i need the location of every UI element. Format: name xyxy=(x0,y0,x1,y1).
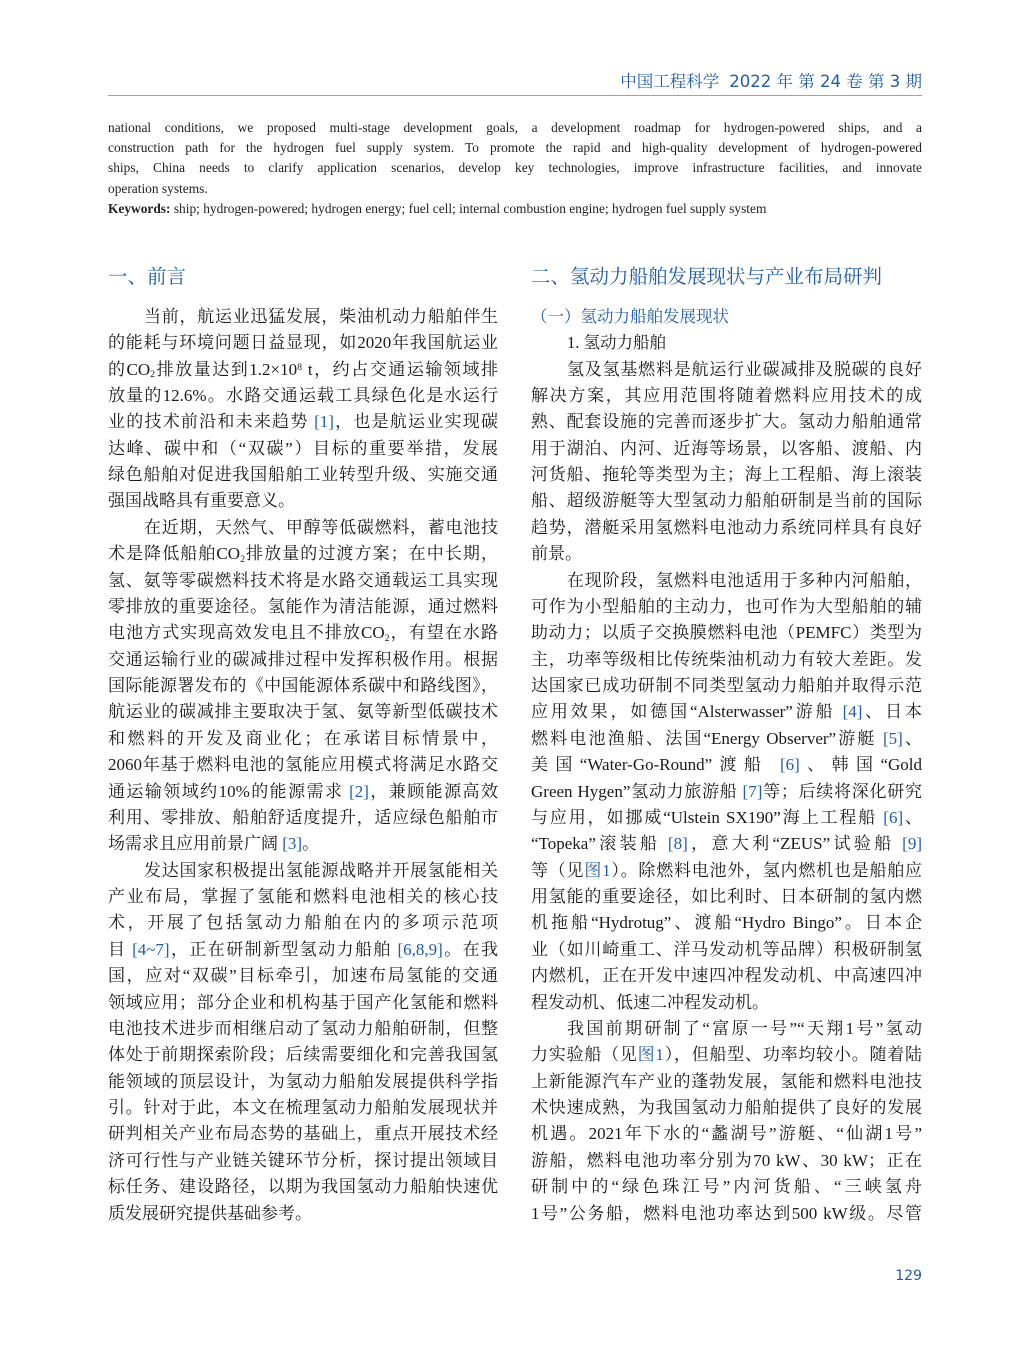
text-line xyxy=(108,779,498,805)
text-run: 、日本 xyxy=(862,702,922,722)
subscript: 2 xyxy=(384,633,390,645)
text-run: 目 xyxy=(108,939,133,959)
text-run: t，约占交通运输领域排 xyxy=(302,359,498,379)
text-line: 术快速成熟，为我国氢动力船舶提供了良好的发展 xyxy=(531,1098,922,1118)
text-line: 解决方案，其应用范围将随着燃料应用技术的成 xyxy=(531,385,922,405)
text-line: 可作为小型船舶的主动力，也可作为大型船舶的辅 xyxy=(531,596,922,616)
figure-reference-link[interactable]: 图1 xyxy=(584,860,611,880)
text-run: ，有望在水路 xyxy=(389,623,498,643)
text-line: 和燃料的开发及商业化；在承诺目标情景中， xyxy=(108,728,498,748)
page-number: 129 xyxy=(895,1268,922,1284)
text-run: 应用效果，如德国“Alsterwasser”游船 xyxy=(531,702,843,722)
text-run: 燃料电池渔船、法国“Energy Observer”游艇 xyxy=(531,728,883,748)
text-line: 国，应对“双碳”目标牵引，加速布局氢能的交通 xyxy=(108,966,498,986)
text-line: 质发展研究提供基础参考。 xyxy=(108,1203,312,1223)
text-line: 趋势，潜艇采用氢燃料电池动力系统同样具有良好 xyxy=(531,517,922,537)
text-line: 氢、氨等零碳燃料技术将是水路交通载运工具实现 xyxy=(108,570,498,590)
english-abstract xyxy=(108,118,922,219)
text-line: 机遇。2021年下水的“蠡湖号”游艇、“仙湖1号” xyxy=(531,1124,922,1144)
section-title-development-status: 二、氢动力船舶发展现状与产业布局研判 xyxy=(531,265,883,288)
text-run: ，正在研制新型氢动力船舶 xyxy=(169,939,398,959)
superscript: 8 xyxy=(297,361,303,373)
text-line xyxy=(531,831,922,857)
text-line: 标任务、建设路径，以期为我国氢动力船舶快速优 xyxy=(108,1177,498,1197)
text-run: ，兼顾能源高效 xyxy=(368,781,498,801)
text-run: 。在我 xyxy=(442,939,499,959)
text-run: ），但船型、功率均较小。随着陆 xyxy=(663,1045,923,1065)
text-line: 济可行性与产业链关键环节分析，探讨提出领域目 xyxy=(108,1150,498,1170)
right-column xyxy=(531,264,922,1227)
text-line: 主，功率等级相比传统柴油机动力有较大差距。发 xyxy=(531,649,922,669)
text-run: 排放量达到1.2×10 xyxy=(155,359,298,379)
paragraph xyxy=(531,1016,922,1227)
text-run: 与应用，如挪威“Ulstein SX190”海上工程船 xyxy=(531,807,884,827)
text-line: 零排放的重要途径。氢能作为清洁能源，通过燃料 xyxy=(108,596,498,616)
citation-link[interactable]: [2] xyxy=(349,781,369,801)
subscript: 2 xyxy=(240,553,245,565)
keywords-line xyxy=(108,199,922,219)
text-line xyxy=(531,1042,922,1068)
text-run: 力实验船（见 xyxy=(531,1045,638,1065)
text-line: 游船，燃料电池功率分别为70 kW、30 kW；正在 xyxy=(531,1150,922,1170)
text-line: 程发动机、低速二冲程发动机。 xyxy=(531,992,769,1012)
text-line: 熟、配套设施的完善而逐步扩大。氢动力船舶通常 xyxy=(531,412,922,432)
text-line: 达国家已成功研制不同类型氢动力船舶并取得示范 xyxy=(531,676,922,696)
text-line: 引。针对于此，本文在梳理氢动力船舶发展现状并 xyxy=(108,1098,498,1118)
citation-link[interactable]: [4~7] xyxy=(132,939,170,959)
text-run: 等（见 xyxy=(531,860,585,880)
text-run: Green Hygen”氢动力旅游船 xyxy=(531,781,743,801)
citation-link[interactable]: [3] xyxy=(282,834,303,854)
citation-link[interactable]: [1] xyxy=(314,412,334,432)
subsubsection-title: 1. 氢动力船舶 xyxy=(567,333,666,353)
citation-link[interactable]: [6] xyxy=(883,807,904,827)
text-line: 放量的12.6%。水路交通运载工具绿色化是水运行 xyxy=(108,385,498,405)
text-line: 用氢能的重要途径，如比利时、日本研制的氢内燃 xyxy=(531,887,922,907)
text-line: 氢及氢基燃料是航运行业碳减排及脱碳的良好 xyxy=(567,359,922,379)
text-run: 、韩国“Gold xyxy=(799,755,922,775)
text-line xyxy=(108,409,498,435)
text-line: 内燃机，正在开发中速四冲程发动机、中高速四冲 xyxy=(531,966,922,986)
text-run: 等；后续将深化研究 xyxy=(762,781,922,801)
text-run: 。 xyxy=(302,834,320,854)
citation-link[interactable]: [9] xyxy=(902,834,922,854)
keywords-label: Keywords: xyxy=(108,200,171,216)
text-line: 术，开展了包括氢动力船舶在内的多项示范项 xyxy=(108,913,498,933)
text-run: ，意大利“ZEUS”试验船 xyxy=(687,834,903,854)
text-line: 上新能源汽车产业的蓬勃发展，氢能和燃料电池技 xyxy=(531,1071,922,1091)
text-run: 业的技术前沿和未来趋势 xyxy=(108,412,315,432)
text-line: 河货船、拖轮等类型为主；海上工程船、海上滚装 xyxy=(531,465,922,485)
paragraph xyxy=(531,357,922,568)
citation-link[interactable]: [8] xyxy=(667,834,688,854)
text-line: 强国战略具有重要意义。 xyxy=(108,491,295,511)
text-line xyxy=(108,831,498,857)
text-line: 研制中的“绿色珠江号”内河货船、“三峡氢舟 xyxy=(531,1177,922,1197)
text-line: 的能耗与环境问题日益显现，如2020年我国航运业 xyxy=(108,333,498,353)
text-run: 场需求且应用前景广阔 xyxy=(108,834,283,854)
text-run: ）。除燃料电池外，氢内燃机也是船舶应 xyxy=(610,860,923,880)
subscript: 2 xyxy=(150,369,156,381)
text-line xyxy=(531,858,922,884)
text-line: 领域应用；部分企业和机构基于国产化氢能和燃料 xyxy=(108,992,498,1012)
journal-name: 中国工程科学 xyxy=(620,72,720,91)
left-column xyxy=(108,264,498,1227)
abstract-line: national conditions, we proposed multi-stage development goals, a development roadmap for hydrogen-powered ships, and a xyxy=(108,120,922,135)
text-line: 前景。 xyxy=(531,544,582,564)
text-line xyxy=(531,779,922,805)
text-line: 国际能源署发布的《中国能源体系碳中和路线图》， xyxy=(108,676,498,696)
text-line xyxy=(108,357,498,383)
text-run: 排放量的过渡方案；在中长期， xyxy=(244,544,499,564)
text-line xyxy=(531,699,922,725)
text-run: 、 xyxy=(903,807,922,827)
text-line: 达峰、碳中和（“双碳”）目标的重要举措，发展 xyxy=(108,438,498,458)
text-line: 绿色船舶对促进我国船舶工业转型升级、实施交通 xyxy=(108,465,498,485)
text-line: 我国前期研制了“富原一号”“天翔1号”氢动 xyxy=(567,1018,922,1038)
text-run: 通运输领域约10%的能源需求 xyxy=(108,781,350,801)
header-rule xyxy=(108,95,922,96)
text-line xyxy=(108,620,498,646)
text-line: 2060年基于燃料电池的氢能应用模式将满足水路交 xyxy=(108,755,498,775)
text-line: 航运业的碳减排主要取决于氢、氨等新型低碳技术 xyxy=(108,702,498,722)
text-line: 机拖船“Hydrotug”、渡船“Hydro Bingo”。日本企 xyxy=(531,913,922,933)
text-line: 业（如川崎重工、洋马发动机等品牌）积极研制氢 xyxy=(531,939,922,959)
text-line: 体处于前期探索阶段；后续需要细化和完善我国氢 xyxy=(108,1045,498,1065)
text-run: ，也是航运业实现碳 xyxy=(333,412,498,432)
paragraph xyxy=(531,568,922,1016)
subsection-title: （一）氢动力船舶发展现状 xyxy=(531,306,729,326)
text-line: 电池技术进步而相继启动了氢动力船舶研制，但整 xyxy=(108,1018,498,1038)
citation-link[interactable]: [4] xyxy=(842,702,863,722)
text-line: 发达国家积极提出氢能源战略并开展氢能相关 xyxy=(144,860,498,880)
figure-reference-link[interactable]: 图1 xyxy=(637,1045,664,1065)
citation-link[interactable]: [5] xyxy=(883,728,903,748)
text-line: 船、超级游艇等大型氢动力船舶研制是当前的国际 xyxy=(531,491,922,511)
text-line: 利用、零排放、船舶舒适度提升，适应绿色船舶市 xyxy=(108,807,498,827)
text-run: 的CO xyxy=(108,359,151,379)
text-line: 研判相关产业布局态势的基础上，重点开展技术经 xyxy=(108,1124,498,1144)
text-line xyxy=(531,805,922,831)
abstract-line: operation systems. xyxy=(108,180,208,196)
text-run: “Topeka”滚装船 xyxy=(531,834,668,854)
abstract-line: ships, China needs to clarify application scenarios, develop key technologies, improve infrastructure facilities, and innovate xyxy=(108,160,922,176)
text-line xyxy=(108,541,498,567)
keywords-list: ship; hydrogen-powered; hydrogen energy; fuel cell; internal combustion engine; hydrogen fuel supply system xyxy=(170,200,767,216)
paragraph xyxy=(108,858,498,1227)
section-title-introduction: 一、前言 xyxy=(108,265,187,288)
text-line: 当前，航运业迅猛发展，柴油机动力船舶伴生 xyxy=(144,306,498,326)
citation-link[interactable]: [6] xyxy=(780,755,800,775)
running-header xyxy=(620,71,922,93)
paragraph xyxy=(108,304,498,515)
text-line: 在现阶段，氢燃料电池适用于多种内河船舶， xyxy=(567,570,922,590)
text-line: 用于湖泊、内河、近海等场景，以客船、渡船、内 xyxy=(531,438,922,458)
text-line: 能领域的顶层设计，为氢动力船舶发展提供科学指 xyxy=(108,1071,498,1091)
text-line: 在近期，天然气、甲醇等低碳燃料，蓄电池技 xyxy=(144,517,498,537)
issue-info: 2022 年 第 24 卷 第 3 期 xyxy=(729,72,922,91)
citation-link[interactable]: [6,8,9] xyxy=(397,939,443,959)
text-line: 交通运输行业的碳减排过程中发挥积极作用。根据 xyxy=(108,649,498,669)
citation-link[interactable]: [7] xyxy=(742,781,763,801)
text-line: 1号”公务船，燃料电池功率达到500 kW级。尽管 xyxy=(531,1203,922,1223)
text-run: 、 xyxy=(902,728,922,748)
text-line: 产业布局，掌握了氢能和燃料电池相关的核心技 xyxy=(108,887,498,907)
text-run: 美国“Water-Go-Round”渡船 xyxy=(531,755,781,775)
abstract-line: construction path for the hydrogen fuel supply system. To promote the rapid and high-quality development of hydrogen-powered xyxy=(108,140,922,156)
paragraph xyxy=(108,515,498,858)
text-line xyxy=(531,752,922,778)
text-line xyxy=(531,726,922,752)
text-line: 助动力；以质子交换膜燃料电池（PEMFC）类型为 xyxy=(531,623,922,643)
text-line xyxy=(108,937,498,963)
text-run: 术是降低船舶CO xyxy=(108,544,241,564)
text-run: 电池方式实现高效发电且不排放CO xyxy=(108,623,385,643)
